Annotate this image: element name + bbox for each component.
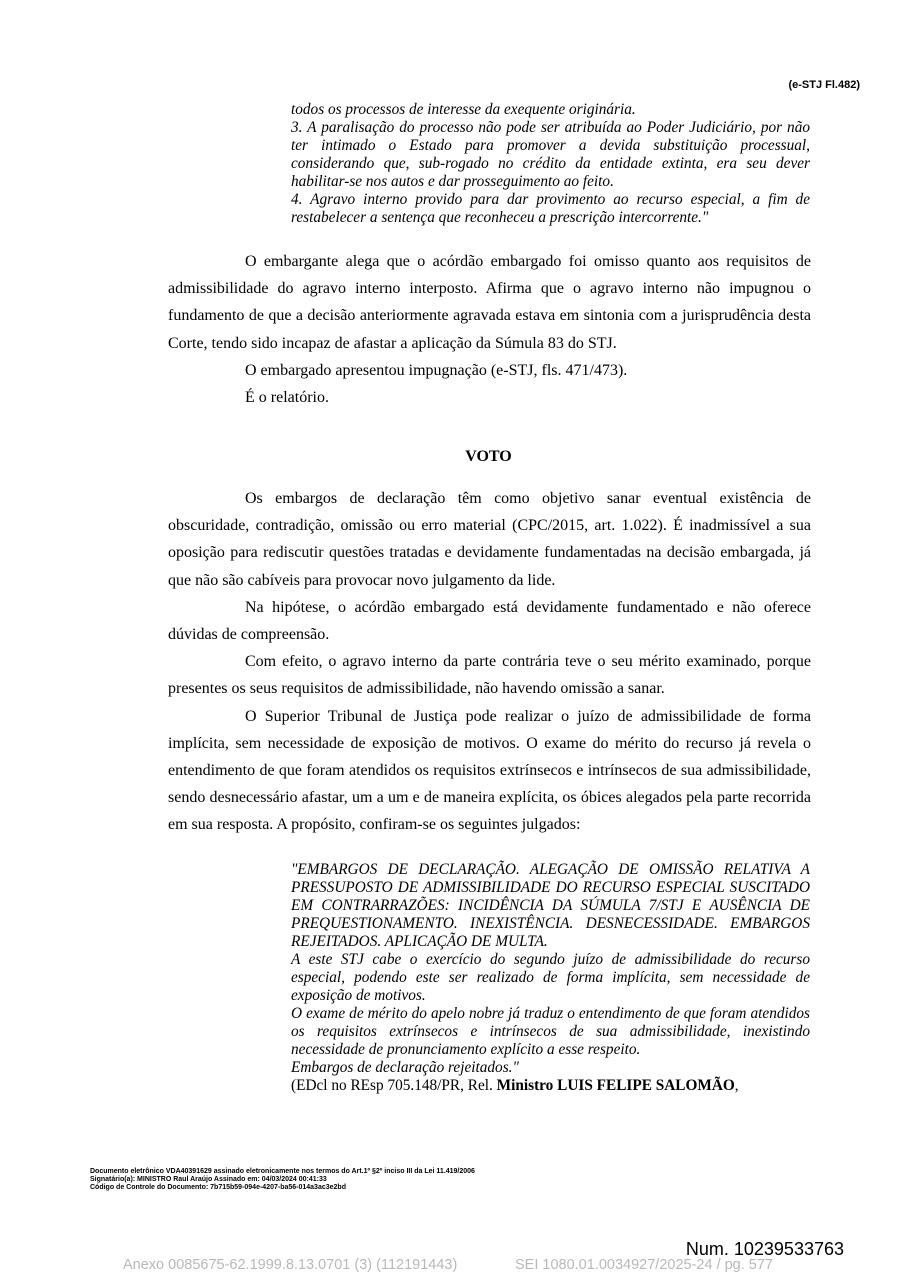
body-paragraph: Os embargos de declaração têm como objetivo sanar eventual existência de obscuridade, contradição, omissão ou erro material (CPC/2015, art. 1.022). É inadmissível a sua oposição para rediscutir questões tratadas e devidamente fundamentadas na decisão embargada, já que não são cabíveis para provocar novo julgamento da lide. bbox=[168, 490, 811, 589]
citation-suffix: , bbox=[734, 1077, 739, 1094]
quote-line: "EMBARGOS DE DECLARAÇÃO. ALEGAÇÃO DE OMISSÃO RELATIVA A PRESSUPOSTO DE ADMISSIBILIDADE DO RECURSO ESPECIAL SUSCITADO EM CONTRARRAZÕES: INCIDÊNCIA DA SÚMULA 7/STJ E AUSÊNCIA DE PREQUESTIONAMENTO. INEXISTÊNCIA. DESNECESSIDADE. EMBARGOS REJEITADOS. APLICAÇÃO DE MULTA. bbox=[291, 861, 810, 950]
sei-label: SEI 1080.01.0034927/2025-24 / pg. 577 bbox=[515, 1257, 773, 1273]
body-paragraph: Na hipótese, o acórdão embargado está devidamente fundamentado e não oferece dúvidas de compreensão. bbox=[168, 598, 811, 644]
quote-line: 4. Agravo interno provido para dar provimento ao recurso especial, a fim de restabelecer a sentença que reconheceu a prescrição intercorrente." bbox=[291, 191, 810, 226]
body-paragraph: O Superior Tribunal de Justiça pode realizar o juízo de admissibilidade de forma implícita, sem necessidade de exposição de motivos. O exame do mérito do recurso já revela o entendimento de que foram atendidos os requisitos extrínsecos e intrínsecos de sua admissibilidade, sendo desnecessário afastar, um a um e de maneira explícita, os óbices alegados pela parte recorrida em sua resposta. A propósito, confiram-se os seguintes julgados: bbox=[168, 707, 811, 834]
body-paragraph: Com efeito, o agravo interno da parte contrária teve o seu mérito examinado, porque presentes os seus requisitos de admissibilidade, não havendo omissão a sanar. bbox=[168, 653, 811, 698]
document-number: Num. 10239533763 bbox=[685, 1239, 844, 1259]
citation-prefix: (EDcl no REsp 705.148/PR, Rel. bbox=[291, 1077, 497, 1094]
quote-line: todos os processos de interesse da exequente originária. bbox=[291, 101, 636, 118]
body-paragraph: O embargado apresentou impugnação (e-STJ, fls. 471/473). bbox=[245, 361, 628, 379]
signature-block bbox=[90, 1168, 475, 1192]
signature-line: Documento eletrônico VDA40391629 assinado eletronicamente nos termos do Art.1º §2º inciso III da Lei 11.419/2006 bbox=[90, 1168, 475, 1175]
quote-line: O exame de mérito do apelo nobre já traduz o entendimento de que foram atendidos os requisitos extrínsecos e intrínsecos de sua admissibilidade, inexistindo necessidade de pronunciamento explícito a esse respeito. bbox=[291, 1005, 810, 1058]
signature-line: Signatário(a): MINISTRO Raul Araújo Assinado em: 04/03/2024 00:41:33 bbox=[90, 1176, 327, 1183]
citation bbox=[291, 1077, 810, 1095]
quote-line: Embargos de declaração rejeitados." bbox=[291, 1059, 519, 1076]
quote-block-2 bbox=[291, 861, 810, 1095]
page-id-label: (e-STJ Fl.482) bbox=[788, 79, 860, 91]
body-paragraph: O embargante alega que o acórdão embargado foi omisso quanto aos requisitos de admissibilidade do agravo interno interposto. Afirma que o agravo interno não impugnou o fundamento de que a decisão anteriormente agravada estava em sintonia com a jurisprudência desta Corte, tendo sido incapaz de afastar a aplicação da Súmula 83 do STJ. bbox=[168, 253, 811, 352]
relatorio-section bbox=[168, 248, 811, 411]
body-paragraph: É o relatório. bbox=[245, 389, 329, 407]
quote-line: A este STJ cabe o exercício do segundo juízo de admissibilidade do recurso especial, podendo este ser realizado de forma implícita, sem necessidade de exposição de motivos. bbox=[291, 951, 810, 1004]
signature-line: Código de Controle do Documento: 7b715b59-094e-4207-ba56-014a3ac3e2bd bbox=[90, 1184, 346, 1191]
citation-minister: Ministro LUIS FELIPE SALOMÃO bbox=[496, 1077, 735, 1094]
quote-block-1 bbox=[291, 101, 810, 227]
quote-line: 3. A paralisação do processo não pode ser atribuída ao Poder Judiciário, por não ter intimado o Estado para promover a devida substituição processual, considerando que, sub-rogado no crédito da entidade extinta, era seu dever habilitar-se nos autos e dar prosseguimento ao feito. bbox=[291, 119, 810, 190]
voto-heading: VOTO bbox=[465, 448, 512, 465]
anexo-label: Anexo 0085675-62.1999.8.13.0701 (3) (112191443) bbox=[123, 1257, 458, 1273]
voto-section bbox=[168, 485, 811, 839]
